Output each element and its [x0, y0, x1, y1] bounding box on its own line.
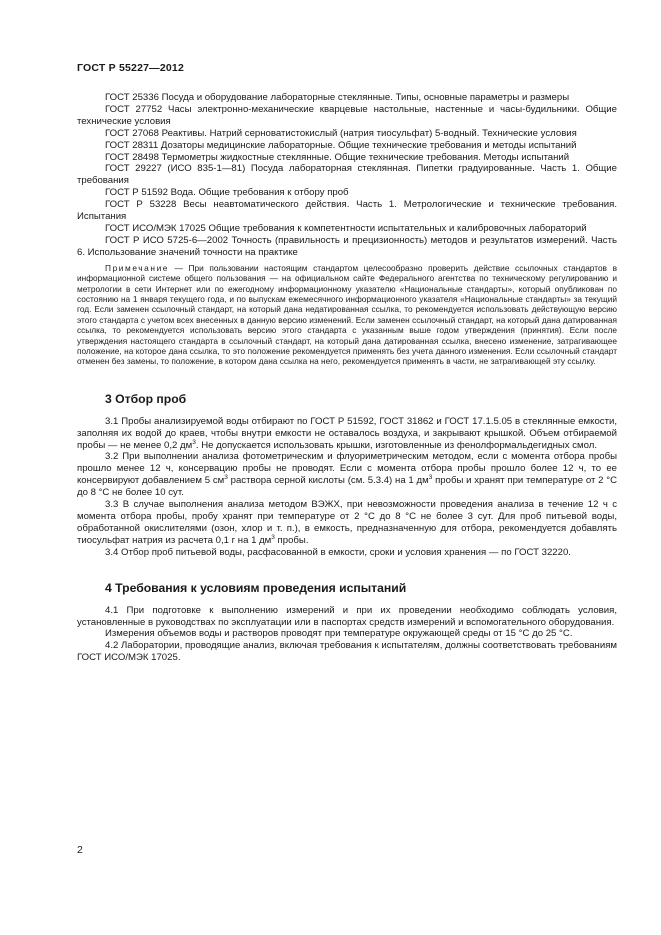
note-text: — При пользовании настоящим стандартом целесообразно проверить действие ссылочных стандартов в информационной системе общего пользования — на официальном сайте Федерального агентства по техническому регулированию и метрологии в сети Интернет или по ежегодному информационному указателю «Национальные стандарты», который опубликован по состоянию на 1 января текущего года, и по выпускам ежемесячного информационного указателя «Национальные стандарты» за текущий год. Если заменен ссылочный стандарт, на который дана недатированная ссылка, то рекомендуется использовать действующую версию этого стандарта с учетом всех внесенных в данную версию изменений. Если заменен ссылочный стандарт, на который дана датированная ссылка, то рекомендуется использовать версию этого стандарта с указанным выше годом утверждения (принятия). Если после утверждения настоящего стандарта в ссылочный стандарт, на который дана датированная ссылка, внесено изменение, затрагивающее положение, на которое дана ссылка, то это положение рекомендуется применять без учета данного изменения. Если ссылочный стандарт отменен без замены, то положение, в котором дана ссылка на него, рекомендуется применять в части, не затрагивающей эту ссылку. [77, 262, 617, 367]
paragraph-4-1: 4.1 При подготовке к выполнению измерений и при их проведении необходимо соблюдать условия, установленные в руководствах по эксплуатации или в паспортах средств измерений и вспомогательного оборудования. [77, 604, 617, 628]
reference-item: ГОСТ 27752 Часы электронно-механические кварцевые настольные, настенные и часы-будильники. Общие технические условия [77, 103, 617, 127]
reference-item: ГОСТ 28311 Дозаторы медицинские лабораторные. Общие технические требования и методы испытаний [105, 139, 577, 151]
reference-item: ГОСТ 27068 Реактивы. Натрий серноватистокислый (натрия тиосульфат) 5-водный. Технические условия [105, 127, 577, 139]
page-number: 2 [77, 844, 83, 856]
reference-item: ГОСТ 28498 Термометры жидкостные стеклянные. Общие технические требования. Методы испытаний [105, 151, 570, 163]
section-3-title: 3 Отбор проб [105, 391, 187, 406]
paragraph-4-2: 4.2 Лаборатории, проводящие анализ, включая требования к испытателям, должны соответствовать требованиям ГОСТ ИСО/МЭК 17025. [77, 640, 617, 664]
note-label: Примечание [105, 262, 170, 273]
paragraph-3-2: 3.2 При выполнении анализа фотометрическим и флуориметрическим методом, если с момента отбора пробы прошло менее 12 ч, консервацию пробы не проводят. Если с момента отбора пробы прошло более 12 ч, то ее консервируют добавлением 5 $см^3$ раствора серной кислоты (см. 5.3.4) на 1 $дм^3$ пробы и хранят при температуре от 2 °С до 8 °С не более 10 сут. [77, 451, 618, 499]
page-content [77, 92, 617, 664]
paragraph-3-1: 3.1 Пробы анализируемой воды отбирают по ГОСТ Р 51592, ГОСТ 31862 и ГОСТ 17.1.5.05 в стеклянные емкости, заполняя их водой до краев, чтобы внутри емкости не оставалось воздуха, и закрывают крышкой. Объем отбираемой пробы — не менее 0,2 $дм^3$. Не допускается использовать крышки, изготовленные из фенолформальдегидных смол. [77, 415, 617, 451]
reference-item: ГОСТ 25336 Посуда и оборудование лабораторные стеклянные. Типы, основные параметры и размеры [105, 92, 570, 103]
section-4-title: 4 Требования к условиям проведения испытаний [105, 580, 407, 595]
document-header: ГОСТ Р 55227—2012 [77, 62, 185, 74]
note-paragraph [77, 263, 617, 367]
paragraph-4-1-temperature: Измерения объемов воды и растворов проводят при температуре окружающей среды от 15 °С до 25 °С. [105, 628, 573, 640]
reference-item: ГОСТ ИСО/МЭК 17025 Общие требования к компетентности испытательных и калибровочных лабораторий [105, 222, 587, 234]
reference-item: ГОСТ Р 51592 Вода. Общие требования к отбору проб [105, 187, 349, 199]
reference-item: ГОСТ Р 53228 Весы неавтоматического действия. Часть 1. Метрологические и технические требования. Испытания [77, 199, 617, 223]
paragraph-3-4: 3.4 Отбор проб питьевой воды, расфасованной в емкости, сроки и условия хранения — по ГОСТ 32220. [105, 546, 571, 558]
reference-item: ГОСТ Р ИСО 5725-6—2002 Точность (правильность и прецизионность) методов и результатов измерений. Часть 6. Использование значений точности на практике [77, 234, 617, 258]
paragraph-3-3: 3.3 В случае выполнения анализа методом ВЭЖХ, при невозможности проведения анализа в течение 12 ч с момента отбора пробы, пробу хранят при температуре от 2 °С до 8 °С не более 3 сут. Для проб питьевой воды, обработанной окислителями (озон, хлор и т. п.), в емкость, предназначенную для отбора, рекомендуется добавлять тиосульфат натрия из расчета 0,1 г на 1 $дм^3$ пробы. [77, 499, 617, 546]
reference-item: ГОСТ 29227 (ИСО 835-1—81) Посуда лабораторная стеклянная. Пипетки градуированные. Часть 1. Общие требования [77, 163, 617, 187]
